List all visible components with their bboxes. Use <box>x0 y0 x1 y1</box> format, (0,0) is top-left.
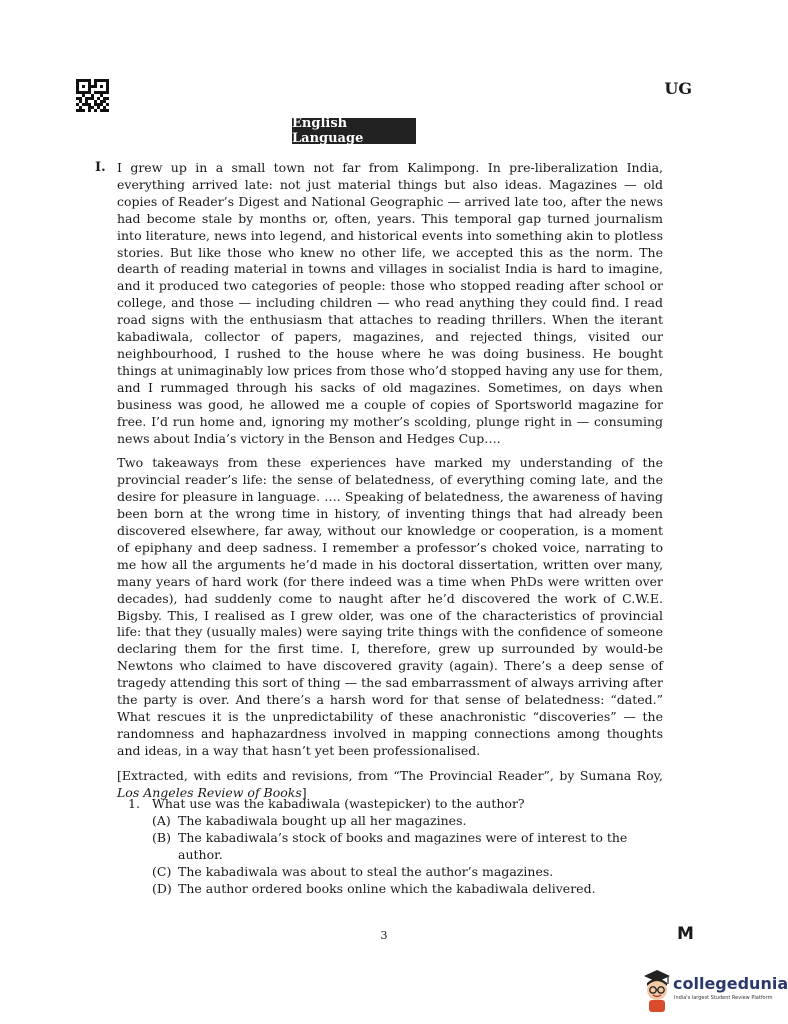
qr-code <box>76 79 109 112</box>
logo-text: collegedunia <box>673 974 788 993</box>
question-number: 1. <box>128 796 140 811</box>
option-a <box>152 812 628 829</box>
option-c <box>152 863 628 880</box>
option-letter: (D) <box>152 881 172 896</box>
option-letter: (A) <box>152 813 171 828</box>
logo-tagline: India's largest Student Review Platform <box>674 995 773 1001</box>
passage-paragraph: I grew up in a small town not far from Kalimpong. In pre-liberalization India, everything arrived late: not just material things but also ideas. Magazines — old copies of Reader’s Digest and National Geographic — arrived late too, after the news had become stale by months or, often, years. This temporal gap turned journalism into literature, news into legend, and historical events into something akin to plotless stories. But like those who knew no other life, we accepted this as the norm. The dearth of reading material in towns and villages in socialist India is hard to imagine, and it produced two categories of people: those who stopped reading after school or college, and those — including children — who read anything they could find. I read road signs with the enthusiasm that attaches to reading thrillers. When the iterant kabadiwala, collector of papers, magazines, and rejected things, visited our neighbourhood, I rushed to the house where he was doing business. He bought things at unimaginably low prices from those who’d stopped having any use for them, and I rummaged through his sacks of old magazines. Sometimes, on days when business was good, he allowed me a couple of copies of Sportsworld magazine for free. I’d run home and, ignoring my mother’s scolding, plunge right in — consuming news about India’s victory in the Benson and Hedges Cup…. <box>117 160 663 446</box>
series-code: M <box>677 924 694 944</box>
passage-label: I. <box>95 160 106 175</box>
option-text: The kabadiwala’s stock of books and magazines were of interest to the author. <box>178 830 628 862</box>
section-title: English Language <box>292 118 416 144</box>
reading-passage <box>95 160 663 812</box>
mascot-icon <box>640 966 674 1014</box>
source-prefix: [Extracted, with edits and revisions, from “The Provincial Reader”, by Sumana Roy, <box>117 767 663 783</box>
option-letter: (B) <box>152 830 171 845</box>
option-b <box>152 829 628 863</box>
source-publication: Los Angeles Review of Books <box>117 784 302 800</box>
page-number: 3 <box>380 929 388 942</box>
question-1 <box>128 795 628 897</box>
option-text: The kabadiwala was about to steal the author’s magazines. <box>178 864 554 879</box>
paper-code: UG <box>664 79 692 98</box>
passage-paragraph: Two takeaways from these experiences have marked my understanding of the provincial reader’s life: the sense of belatedness, of everything coming late, and the desire for pleasure in language. …. Speaking of belatedness, the awareness of having been born at the wrong time in history, of inventing things that had already been discovered elsewhere, far away, without our knowledge or cooperation, is a moment of epiphany and deep sadness. I remember a professor’s choked voice, narrating to me how all the arguments he’d made in his doctoral dissertation, written over many, many years of hard work (for there indeed was a time when PhDs were written over decades), had suddenly come to naught after he’d discovered the work of C.W.E. Bigsby. This, I realised as I grew older, was one of the characteristics of provincial life: that they (usually males) were saying trite things with the confidence of someone declaring them for the first time. I, therefore, grew up surrounded by would-be Newtons who claimed to have discovered gravity (again). There’s a deep sense of tragedy attending this sort of thing — the sad embarrassment of always arriving after the party is over. And there’s a harsh word for that sense of belatedness: “dated.” What rescues it is the unpredictability of these anachronistic “discoveries” — the randomness and haphazardness involved in mapping connections among thoughts and ideas, in a way that hasn’t yet been professionalised. <box>117 455 663 758</box>
collegedunia-logo <box>640 966 788 1014</box>
option-letter: (C) <box>152 864 172 879</box>
question-text: What use was the kabadiwala (wastepicker) to the author? <box>152 796 525 811</box>
source-suffix: ] <box>301 784 307 800</box>
option-text: The kabadiwala bought up all her magazines. <box>178 813 467 828</box>
option-text: The author ordered books online which the kabadiwala delivered. <box>178 881 596 896</box>
option-d <box>152 880 628 897</box>
question-stem <box>128 795 628 812</box>
